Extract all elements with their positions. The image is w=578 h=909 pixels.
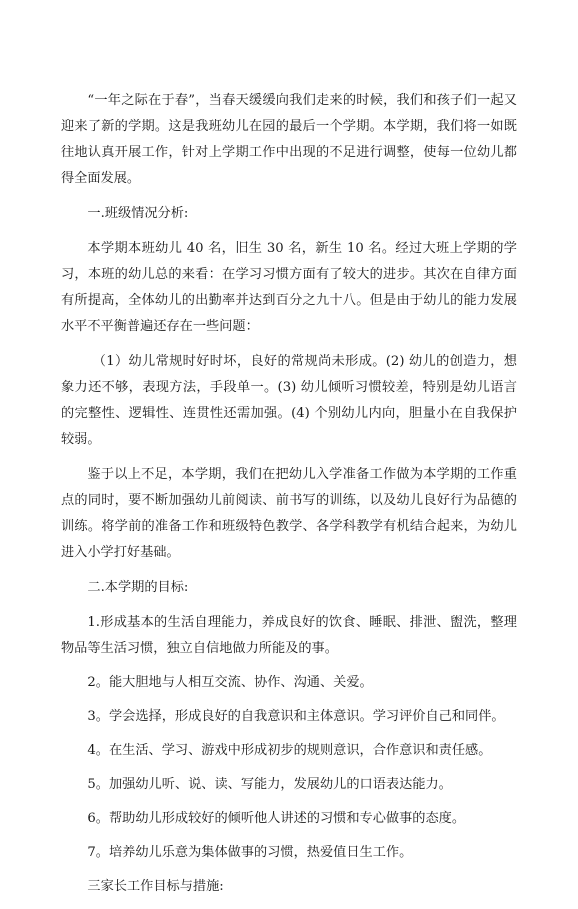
intro-paragraph: “一年之际在于春”，当春天缓缓向我们走来的时候，我们和孩子们一起又迎来了新的学期。这是我班幼儿在园的最后一个学期。本学期，我们将一如既往地认真开展工作，针对上学期工作中出现的不足进行调整，使每一位幼儿都得全面发展。 — [61, 93, 517, 186]
section-heading-parent-work: 三家长工作目标与措施: — [87, 879, 224, 894]
goal-item: 4。在生活、学习、游戏中形成初步的规则意识，合作意识和责任感。 — [87, 743, 492, 758]
goal-item: 5。加强幼儿听、说、读、写能力，发展幼儿的口语表达能力。 — [87, 777, 452, 792]
problems-paragraph: （1）幼儿常规时好时坏，良好的常规尚未形成。(2) 幼儿的创造力，想象力还不够，表现方法，手段单一。(3) 幼儿倾听习惯较差，特别是幼儿语言的完整性、逻辑性、连贯性还需加强。(4) 个别幼儿内向，胆量小在自我保护较弱。 — [61, 354, 517, 447]
goal-item: 3。学会选择，形成良好的自我意识和主体意识。学习评价自己和同伴。 — [87, 709, 505, 724]
section-heading-goals: 二.本学期的目标: — [87, 580, 189, 595]
plan-paragraph: 鉴于以上不足，本学期，我们在把幼儿入学准备工作做为本学期的工作重点的同时，要不断加强幼儿前阅读、前书写的训练，以及幼儿良好行为品德的训练。将学前的准备工作和班级特色教学、各学科教学有机结合起来，为幼儿进入小学打好基础。 — [61, 467, 517, 560]
section-heading-class-analysis: 一.班级情况分析: — [87, 206, 189, 221]
document-body — [61, 88, 517, 909]
goal-item: 6。帮助幼儿形成较好的倾听他人讲述的习惯和专心做事的态度。 — [87, 811, 466, 826]
goal-item: 2。能大胆地与人相互交流、协作、沟通、关爱。 — [87, 675, 373, 690]
class-info-paragraph: 本学期本班幼儿 40 名，旧生 30 名，新生 10 名。经过大班上学期的学习，本班的幼儿总的来看：在学习习惯方面有了较大的进步。其次在自律方面有所提高，全体幼儿的出勤率并达到百分之九十八。但是由于幼儿的能力发展水平不平衡普遍还存在一些问题： — [61, 241, 517, 334]
goal-item: 7。培养幼儿乐意为集体做事的习惯，热爱值日生工作。 — [87, 845, 413, 860]
goal-item: 1.形成基本的生活自理能力，养成良好的饮食、睡眠、排泄、盥洗，整理物品等生活习惯，独立自信地做力所能及的事。 — [61, 615, 517, 656]
